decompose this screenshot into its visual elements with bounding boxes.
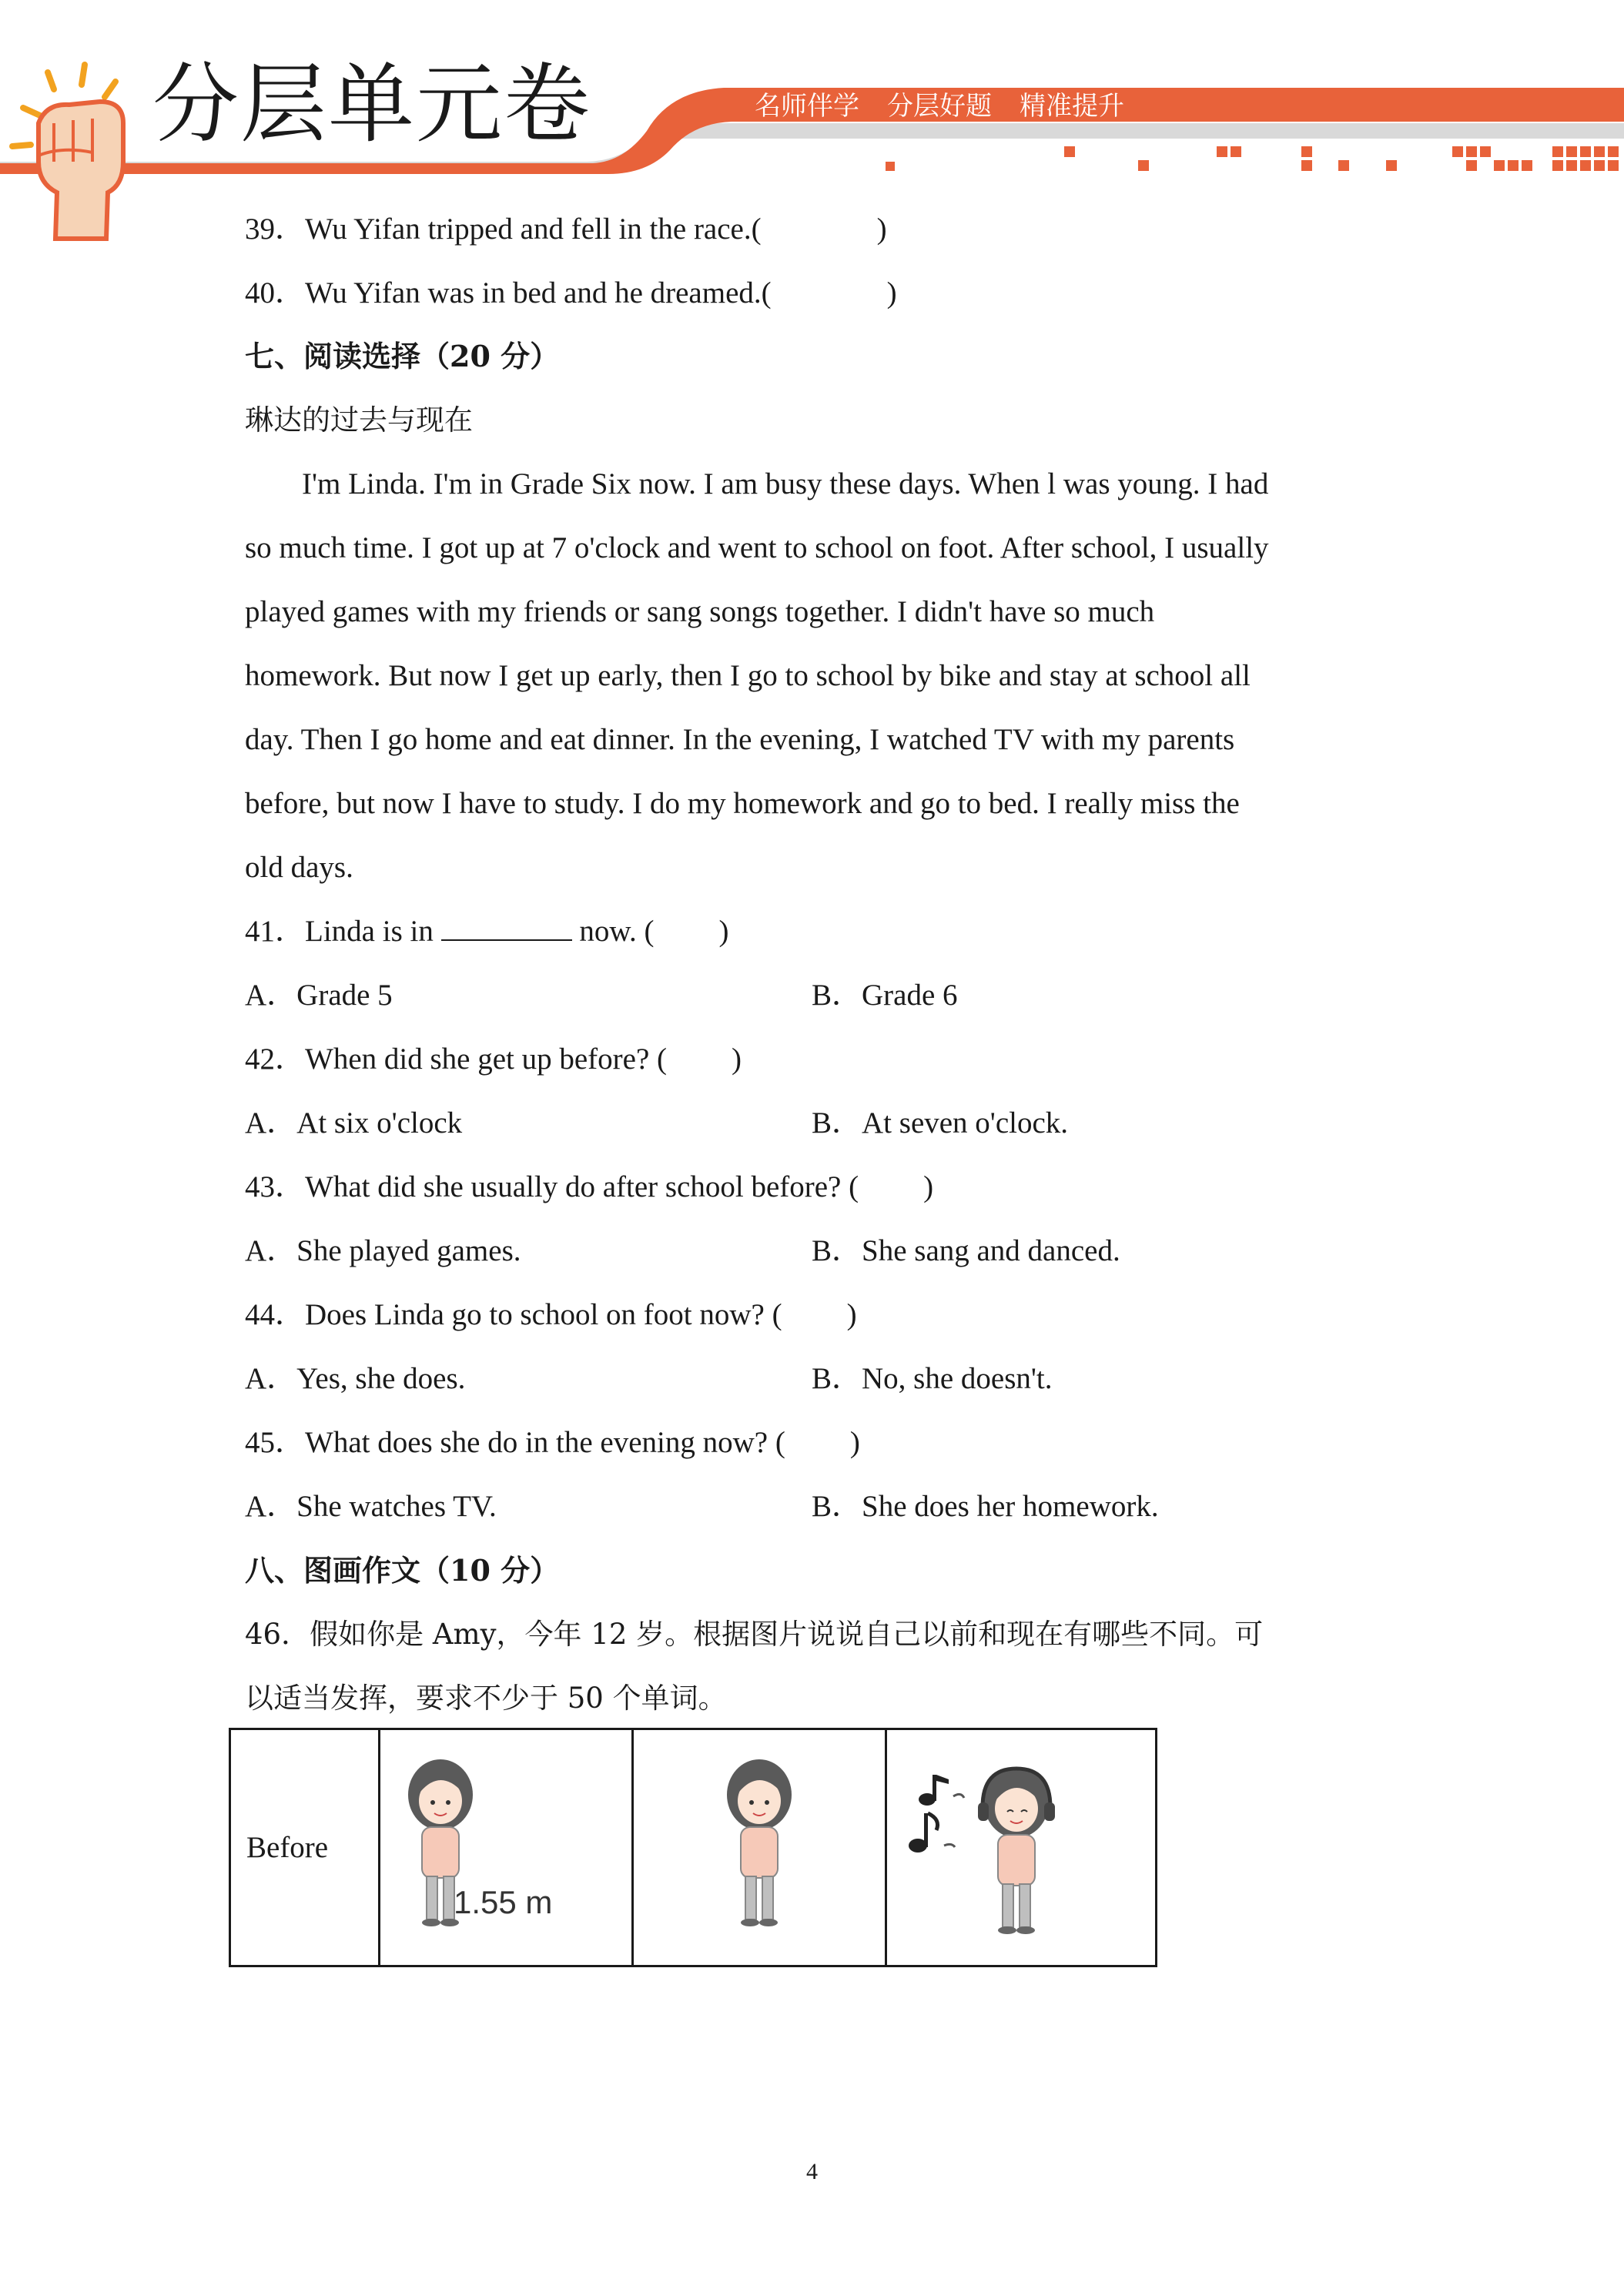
question-41 [245, 912, 728, 952]
picture-cell-1 [380, 1729, 633, 1966]
question-number: 43． [245, 1170, 306, 1203]
options-43 [245, 1231, 1120, 1271]
picture-table [229, 1728, 1157, 1967]
question-text: Wu Yifan was in bed and he dreamed.( [305, 276, 772, 310]
question-text: Does Linda go to school on foot now? ( [305, 1298, 782, 1331]
question-number: 40． [245, 276, 306, 310]
passage-line-5: day. Then I go home and eat dinner. In the evening, I watched TV with my parents [245, 723, 1235, 756]
fist-icon [8, 54, 154, 254]
question-number: 44． [245, 1298, 306, 1331]
music-notes-icon [909, 1775, 964, 1853]
option-b[interactable]: B．Grade 6 [812, 979, 958, 1012]
option-b[interactable]: B．She sang and danced. [812, 1234, 1120, 1267]
question-text: What did she usually do after school before? ( [305, 1170, 859, 1203]
passage-title: 琳达的过去与现在 [245, 403, 473, 437]
picture-cell-2 [633, 1729, 886, 1966]
question-text: now. ( [571, 915, 655, 948]
question-46-line-2: 以适当发挥，要求不少于 50 个单词。 [245, 1682, 727, 1715]
answer-paren-close: ) [886, 276, 897, 310]
answer-paren-close: ) [718, 915, 729, 948]
option-b[interactable]: B．At seven o'clock. [812, 1106, 1069, 1140]
passage-line-7: old days. [245, 851, 353, 884]
question-text: What does she do in the evening now? ( [305, 1426, 785, 1459]
row-label: Before [230, 1729, 380, 1966]
question-number: 45． [245, 1426, 306, 1459]
picture-cell-3 [886, 1729, 1157, 1966]
answer-paren-close: ) [876, 213, 887, 246]
table-row [230, 1729, 1157, 1966]
question-number: 42． [245, 1043, 306, 1076]
page-header [0, 0, 1624, 200]
passage-line-3: played games with my friends or sang songs together. I didn't have so much [245, 595, 1155, 628]
question-text: Linda is in [305, 915, 441, 948]
passage-line-1: I'm Linda. I'm in Grade Six now. I am busy these days. When l was young. I had [302, 467, 1269, 500]
question-42 [245, 1039, 742, 1079]
options-41 [245, 976, 958, 1016]
options-42 [245, 1103, 1069, 1143]
slogan-2: 分层好题 [887, 91, 992, 122]
fill-blank[interactable] [441, 912, 572, 941]
question-number: 39． [245, 213, 306, 246]
girl-height-icon [380, 1730, 631, 1961]
question-46-line-1: 46．假如你是 Amy，今年 12 岁。根据图片说说自己以前和现在有哪些不同。可 [245, 1618, 1264, 1651]
section-7-heading: 七、阅读选择（20 分） [245, 339, 560, 373]
option-a[interactable]: A．Grade 5 [245, 979, 393, 1012]
option-a[interactable]: A．She played games. [245, 1234, 521, 1267]
girl-music-icon [887, 1730, 1155, 1961]
height-caption: 1.55 m [454, 1884, 553, 1920]
header-slogans [755, 89, 1124, 123]
options-45 [245, 1487, 1159, 1527]
answer-paren-close: ) [732, 1043, 742, 1076]
question-number: 41． [245, 915, 306, 948]
section-8-heading: 八、图画作文（10 分） [245, 1553, 560, 1588]
answer-paren-close: ) [846, 1298, 857, 1331]
question-45 [245, 1423, 860, 1463]
passage-line-6: before, but now I have to study. I do my homework and go to bed. I really miss the [245, 787, 1240, 820]
brand-title: 分层单元卷 [152, 55, 591, 155]
passage-line-4: homework. But now I get up early, then I go to school by bike and stay at school all [245, 659, 1251, 692]
question-44 [245, 1295, 857, 1335]
page-number: 4 [806, 2159, 818, 2184]
slogan-3: 精准提升 [1020, 91, 1124, 122]
girl-standing-icon [634, 1730, 885, 1961]
question-39 [245, 209, 887, 249]
option-b[interactable]: B．No, she doesn't. [812, 1362, 1053, 1395]
option-a[interactable]: A．She watches TV. [245, 1490, 497, 1523]
answer-paren-close: ) [849, 1426, 860, 1459]
question-text: When did she get up before? ( [305, 1043, 667, 1076]
option-b[interactable]: B．She does her homework. [812, 1490, 1159, 1523]
question-40 [245, 273, 897, 313]
slogan-1: 名师伴学 [755, 91, 859, 122]
question-43 [245, 1167, 933, 1207]
options-44 [245, 1359, 1053, 1399]
question-text: Wu Yifan tripped and fell in the race.( [305, 213, 762, 246]
option-a[interactable]: A．Yes, she does. [245, 1362, 466, 1395]
passage-line-2: so much time. I got up at 7 o'clock and went to school on foot. After school, I usually [245, 531, 1269, 564]
option-a[interactable]: A．At six o'clock [245, 1106, 463, 1140]
answer-paren-close: ) [923, 1170, 934, 1203]
